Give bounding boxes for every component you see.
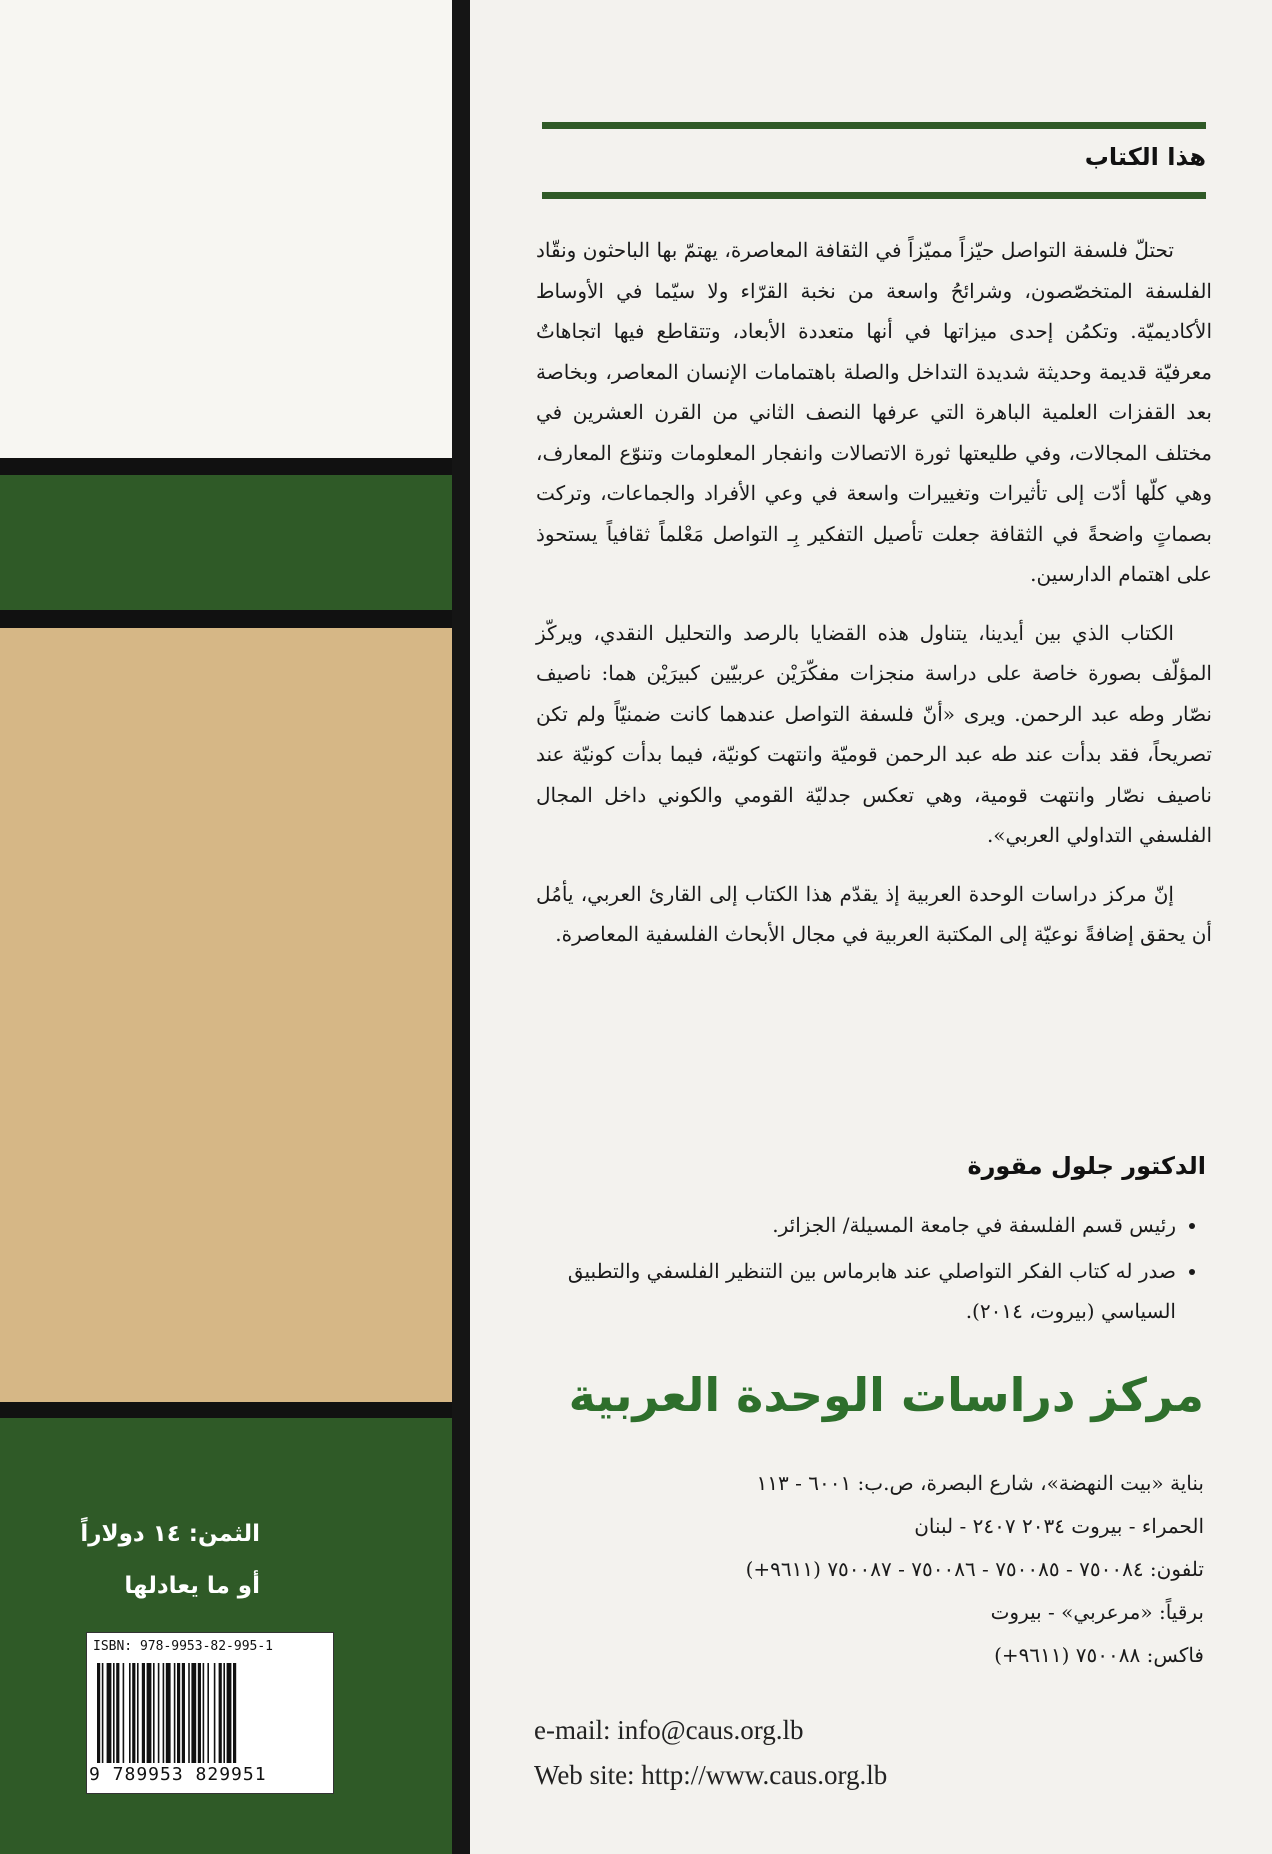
left-color-column (0, 0, 470, 1854)
blurb-paragraph-3: إنّ مركز دراسات الوحدة العربية إذ يقدّم هذا الكتاب إلى القارئ العربي، يأمُل أن يحقق إضافةً نوعيّة إلى المكتبة العربية في مجال الأبحاث الفلسفية المعاصرة. (536, 881, 1212, 946)
header-rule-top (542, 122, 1206, 129)
white-block (0, 0, 452, 458)
barcode-number: 9 789953 829951 (89, 1764, 267, 1785)
phone-line: تلفون: ٧٥٠٠٨٤ - ٧٥٠٠٨٥ - ٧٥٠٠٨٦ - ٧٥٠٠٨٧ (٩٦١١+) (745, 1557, 1204, 1581)
website-line[interactable]: Web site: http://www.caus.org.lb (534, 1760, 888, 1790)
barcode (86, 1632, 334, 1794)
barcode-bars (97, 1663, 323, 1763)
author-bio-list (536, 1205, 1204, 1337)
publisher-name: مركز دراسات الوحدة العربية (568, 1368, 1204, 1422)
fax-line: فاكس: ٧٥٠٠٨٨ (٩٦١١+) (994, 1643, 1204, 1667)
address-line-1: بناية «بيت النهضة»، شارع البصرة، ص.ب: ٦٠٠١ - ١١٣ (756, 1471, 1204, 1495)
section-heading: هذا الكتاب (1084, 143, 1206, 171)
blurb-paragraph-1: تحتلّ فلسفة التواصل حيّزاً مميّزاً في الثقافة المعاصرة، يهتمّ بها الباحثون ونقّاد الفلسفة المتخصّصون، وشرائحُ واسعة من نخبة القرّاء ولا سيّما في الأوساط الأكاديميّة. وتكمُن إحدى ميزاتها في أنها متعددة الأبعاد، وتتقاطع فيها اتجاهاتٌ معرفيّة قديمة وحديثة شديدة التداخل والصلة باهتمامات الإنسان المعاصر، وبخاصة بعد القفزات العلمية الباهرة التي عرفها النصف الثاني من القرن العشرين في مختلف المجالات، وفي طليعتها ثورة الاتصالات وانفجار المعلومات وتنوّع المعارف، وهي كلّها أدّت إلى تأثيرات وتغييرات واسعة في وعي الأفراد والجماعات، وتركت بصماتٍ واضحةً في الثقافة جعلت تأصيل التفكير بِـ التواصل مَعْلماً ثقافياً يستحوذ على اهتمام الدارسين. (536, 238, 1212, 586)
green-block-top (0, 475, 452, 610)
price-line-1: الثمن: ١٤ دولاراً (80, 1521, 260, 1547)
author-bio-item: • صدر له كتاب الفكر التواصلي عند هابرماس بين التنظير الفلسفي والتطبيق السياسي (بيروت، ٢٠١٤). (536, 1251, 1176, 1331)
blurb-paragraph-2: الكتاب الذي بين أيدينا، يتناول هذه القضايا بالرصد والتحليل النقدي، ويركّز المؤلّف بصورة خاصة على دراسة منجزات مفكّرَيْن عربيّين كبيرَيْن هما: ناصيف نصّار وطه عبد الرحمن. ويرى «أنّ فلسفة التواصل عندهما كانت ضمنيّاً ولم تكن تصريحاً، فقد بدأت عند طه عبد الرحمن قوميّة وانتهت كونيّة، فيما بدأت كونيّة عند ناصيف نصّار وانتهت قومية، وهي تعكس جدليّة القومي والكوني داخل المجال الفلسفي التداولي العربي». (536, 620, 1212, 847)
author-name: الدكتور جلول مقورة (967, 1152, 1206, 1180)
blurb-text (536, 230, 1212, 973)
tan-block (0, 628, 452, 1402)
publisher-contact (520, 1462, 1204, 1677)
price-label (60, 1508, 260, 1612)
author-bio-item: • رئيس قسم الفلسفة في جامعة المسيلة/ الجزائر. (536, 1205, 1176, 1245)
address-line-2: الحمراء - بيروت ٢٠٣٤ ٢٤٠٧ - لبنان (914, 1514, 1204, 1538)
telegraph-line: برقياً: «مرعربي» - بيروت (990, 1600, 1204, 1624)
email-line[interactable]: e-mail: info@caus.org.lb (534, 1715, 804, 1745)
price-line-2: أو ما يعادلها (124, 1573, 260, 1599)
header-rule-bottom (542, 192, 1206, 199)
isbn-text: ISBN: 978-9953-82-995-1 (93, 1639, 274, 1654)
spine-bar (452, 0, 470, 1854)
